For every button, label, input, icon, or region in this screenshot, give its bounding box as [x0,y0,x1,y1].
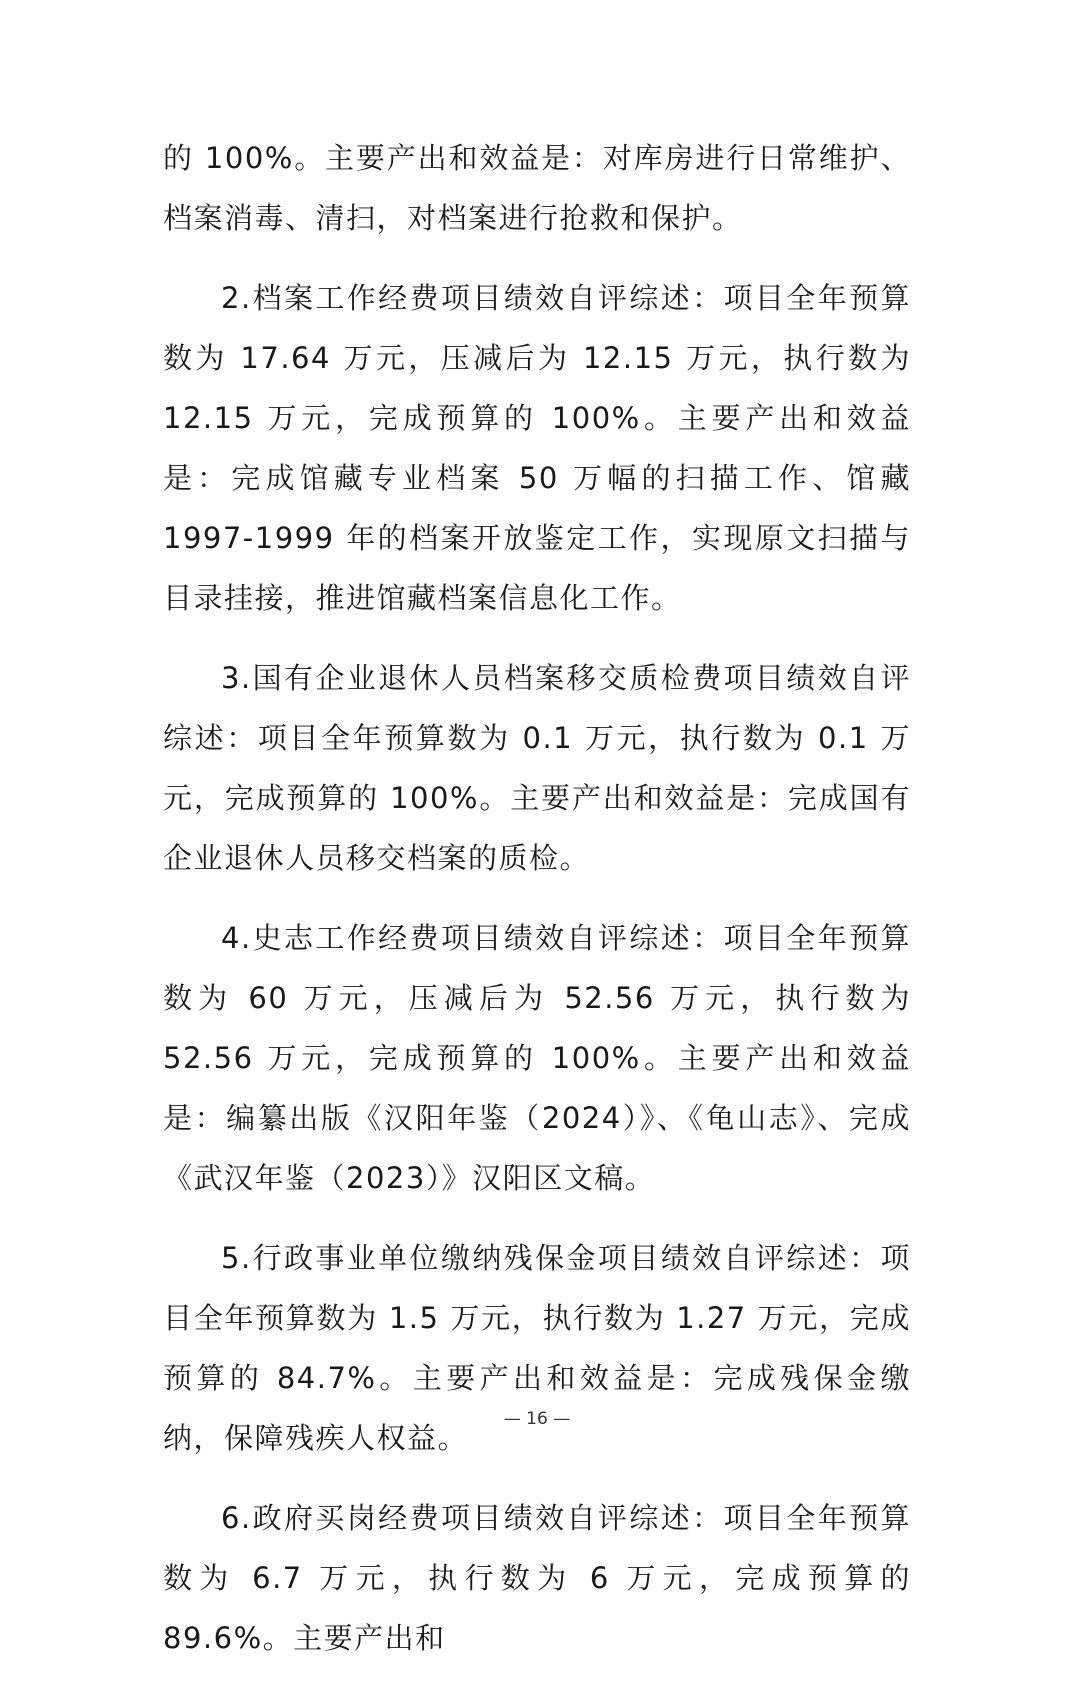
document-body [163,128,911,1688]
paragraph-item-2: 2.档案工作经费项目绩效自评综述：项目全年预算数为 17.64 万元，压减后为 12.15 万元，执行数为 12.15 万元，完成预算的 100%。主要产出和效益是：完成馆藏专业档案 50 万幅的扫描工作、馆藏 1997-1999 年的档案开放鉴定工作，实现原文扫描与目录挂接，推进馆藏档案信息化工作。 [163,281,911,615]
paragraph-item-6: 6.政府买岗经费项目绩效自评综述：项目全年预算数为 6.7 万元，执行数为 6 万元，完成预算的 89.6%。主要产出和 [163,1501,911,1655]
page-number: — 16 — [503,1409,571,1429]
paragraph-continuation: 的 100%。主要产出和效益是：对库房进行日常维护、档案消毒、清扫，对档案进行抢救和保护。 [163,141,911,235]
paragraph-item-5: 5.行政事业单位缴纳残保金项目绩效自评综述：项目全年预算数为 1.5 万元，执行数为 1.27 万元，完成预算的 84.7%。主要产出和效益是：完成残保金缴纳，保障残疾人权益。 [163,1241,911,1455]
paragraph-item-4: 4.史志工作经费项目绩效自评综述：项目全年预算数为 60 万元，压减后为 52.56 万元，执行数为 52.56 万元，完成预算的 100%。主要产出和效益是：编纂出版《汉阳年鉴（2024）》、《龟山志》、完成《武汉年鉴（2023）》汉阳区文稿。 [163,921,911,1195]
paragraph-item-3: 3.国有企业退休人员档案移交质检费项目绩效自评综述：项目全年预算数为 0.1 万元，执行数为 0.1 万元，完成预算的 100%。主要产出和效益是：完成国有企业退休人员移交档案的质检。 [163,661,911,875]
